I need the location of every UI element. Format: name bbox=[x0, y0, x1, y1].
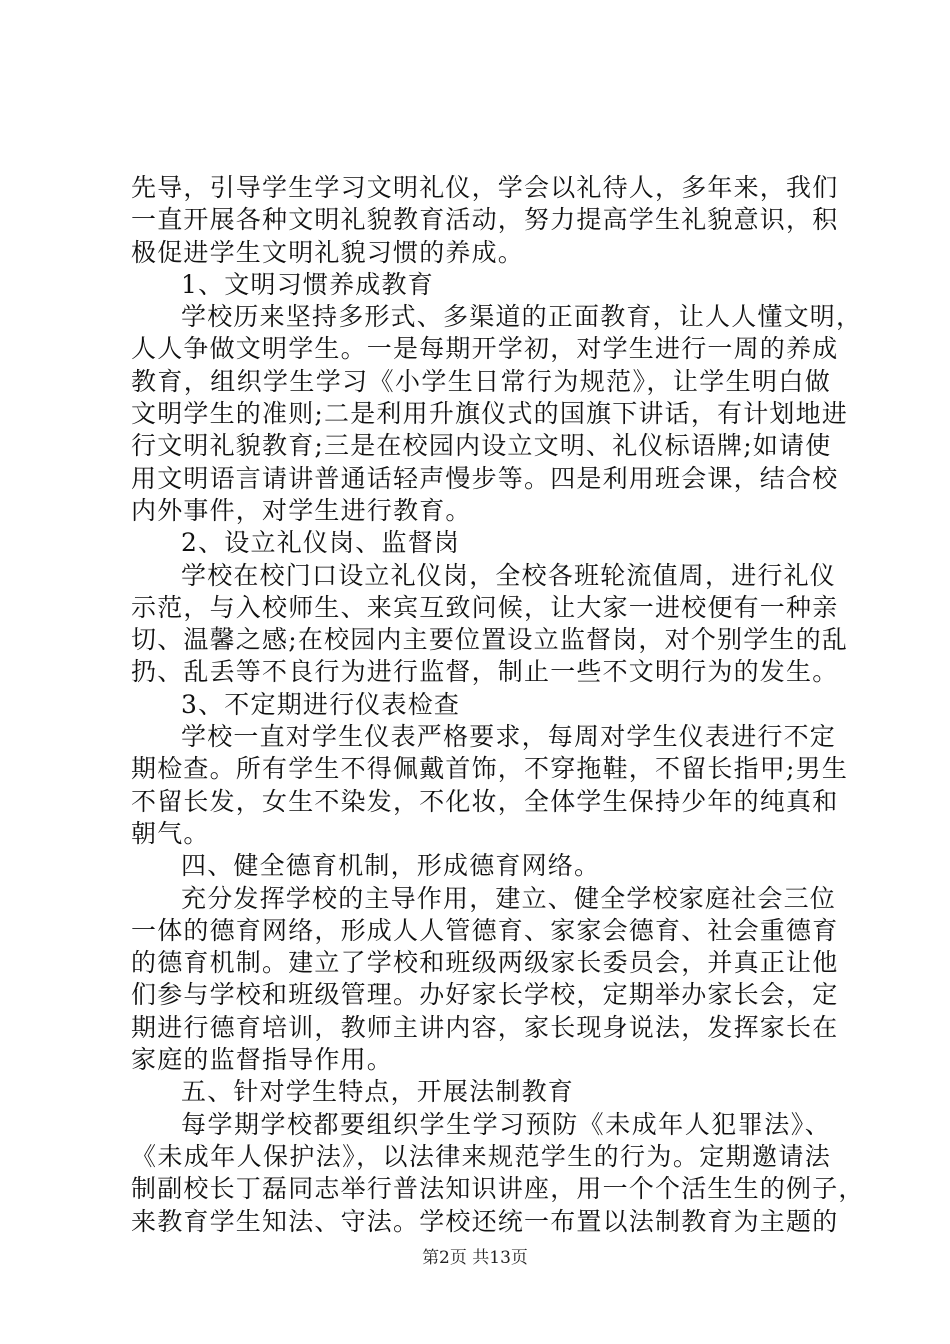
text-line: 充分发挥学校的主导作用，建立、健全学校家庭社会三位 bbox=[181, 883, 837, 913]
text-line: 四、健全德育机制，形成德育网络。 bbox=[181, 851, 601, 881]
text-line: 每学期学校都要组织学生学习预防《未成年人犯罪法》、 bbox=[181, 1109, 831, 1139]
text-line: 《未成年人保护法》，以法律来规范学生的行为。定期邀请法 bbox=[131, 1141, 831, 1171]
text-line: 2、设立礼仪岗、监督岗 bbox=[181, 528, 461, 558]
text-line: 内外事件，对学生进行教育。 bbox=[131, 495, 472, 525]
text-line: 示范，与入校师生、来宾互致问候，让大家一进校便有一种亲 bbox=[131, 592, 839, 622]
text-line: 一直开展各种文明礼貌教育活动，努力提高学生礼貌意识，积 bbox=[131, 205, 839, 235]
text-line: 学校一直对学生仪表严格要求，每周对学生仪表进行不定 bbox=[181, 722, 837, 752]
page-footer: 第2页 共13页 bbox=[422, 1248, 528, 1268]
text-line: 学校历来坚持多形式、多渠道的正面教育，让人人懂文明， bbox=[181, 302, 863, 332]
text-line: 文明学生的准则;二是利用升旗仪式的国旗下讲话，有计划地进 bbox=[131, 399, 849, 429]
text-line: 五、针对学生特点，开展法制教育 bbox=[181, 1077, 575, 1107]
text-line: 一体的德育网络，形成人人管德育、家家会德育、社会重德育 bbox=[131, 915, 839, 945]
text-line: 学校在校门口设立礼仪岗，全校各班轮流值周，进行礼仪 bbox=[181, 560, 837, 590]
text-line: 的德育机制。建立了学校和班级两级家长委员会，并真正让他 bbox=[131, 948, 839, 978]
document-body bbox=[131, 172, 865, 1238]
text-line: 期检查。所有学生不得佩戴首饰，不穿拖鞋，不留长指甲;男生 bbox=[131, 754, 849, 784]
text-line: 家庭的监督指导作用。 bbox=[131, 1045, 394, 1075]
text-line: 3、不定期进行仪表检查 bbox=[181, 689, 461, 719]
text-line: 朝气。 bbox=[131, 818, 210, 848]
text-line: 制副校长丁磊同志举行普法知识讲座，用一个个活生生的例子， bbox=[131, 1174, 865, 1204]
text-line: 用文明语言请讲普通话轻声慢步等。四是利用班会课，结合校 bbox=[131, 463, 839, 493]
text-line: 先导，引导学生学习文明礼仪，学会以礼待人，多年来，我们 bbox=[131, 173, 839, 202]
text-line: 人人争做文明学生。一是每期开学初，对学生进行一周的养成 bbox=[131, 334, 839, 364]
text-line: 期进行德育培训，教师主讲内容，家长现身说法，发挥家长在 bbox=[131, 1012, 839, 1042]
text-line: 行文明礼貌教育;三是在校园内设立文明、礼仪标语牌;如请使 bbox=[131, 431, 832, 461]
text-line: 来教育学生知法、守法。学校还统一布置以法制教育为主题的 bbox=[131, 1206, 839, 1236]
text-line: 切、温馨之感;在校园内主要位置设立监督岗，对个别学生的乱 bbox=[131, 625, 849, 655]
text-line: 扔、乱丢等不良行为进行监督，制止一些不文明行为的发生。 bbox=[131, 657, 839, 687]
text-line: 们参与学校和班级管理。办好家长学校，定期举办家长会，定 bbox=[131, 980, 839, 1010]
text-line: 不留长发，女生不染发，不化妆，全体学生保持少年的纯真和 bbox=[131, 786, 839, 816]
text-line: 极促进学生文明礼貌习惯的养成。 bbox=[131, 237, 525, 267]
text-line: 1、文明习惯养成教育 bbox=[181, 269, 434, 299]
text-line: 教育，组织学生学习《小学生日常行为规范》，让学生明白做 bbox=[131, 366, 831, 396]
